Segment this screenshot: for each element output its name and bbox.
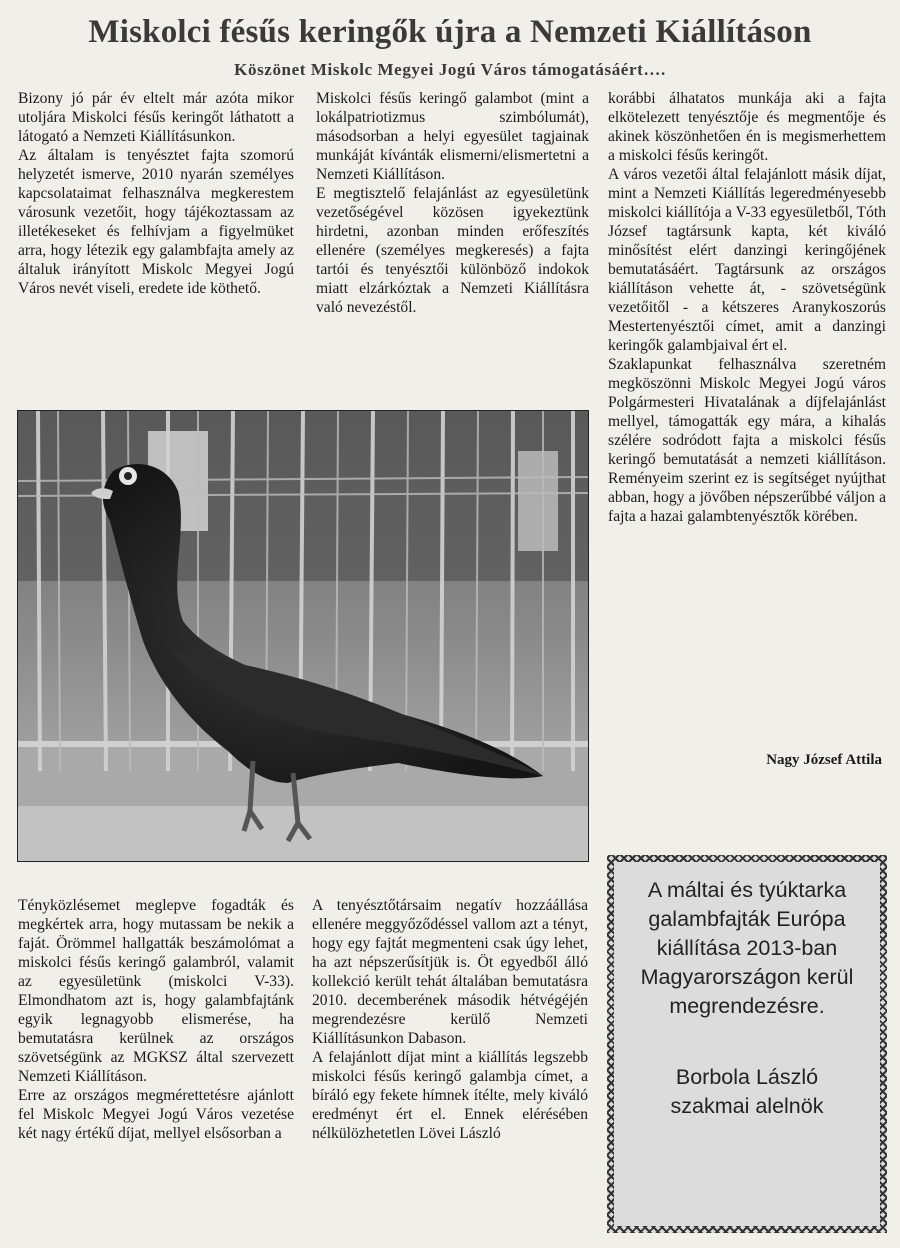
paragraph: korábbi álhatatos munkája aki a fajta elkötelezett tenyésztője és megmentője és akinek köszönhetően én is megismerhettem a miskolci fésűs keringőt.: [608, 90, 886, 164]
notice-box: [607, 855, 887, 1233]
paragraph: A felajánlott díjat mint a kiállítás legszebb miskolci fésűs keringő galambja címet, a bíráló egy fekete hímnek ítélte, mely kiváló eredményt ért el. Ennek elérésében nélkülözhetetlen Lövei László: [312, 1049, 588, 1142]
pigeon-illustration: [18, 411, 588, 861]
column-b: [316, 89, 589, 317]
column-e: [312, 896, 588, 1143]
notice-text: A máltai és tyúktarka galambfajták Európa kiállítása 2013-ban Magyarországon kerül megrendezésre.: [640, 878, 854, 1018]
paragraph: Az általam is tenyésztet fajta szomorú helyzetét ismerve, 2010 nyarán személyes kapcsolataimat felhasználva megkerestem városunk vezetőit, hogy tájékoztassam az illetékeseket és felhívjam a figyelmüket arra, hogy létezik egy galambfajta amely az általuk irányított Miskolc Megyei Jogú Város nevét viseli, eredete ide köthető.: [18, 147, 294, 297]
pigeon-photo: [17, 410, 589, 862]
article-title: Miskolci fésűs keringők újra a Nemzeti Kiállításon: [88, 14, 812, 50]
notice-author-title: szakmai alelnök: [670, 1094, 824, 1118]
notice-author: [614, 1063, 880, 1121]
paragraph: Tényközlésemet meglepve fogadták és megkértek arra, hogy mutassam be nekik a faját. Örömmel hallgatták beszámolómat a miskolci fésűs keringő galambról, valamit az egyesületünk (miskolci V-33). Elmondhatom azt is, hogy galambfajtánk egyik legnagyobb elismerése, ha bemutatásra kerülnek az országos szövetségünk az MGKSZ által szervezett Nemzeti Kiállításon.: [18, 897, 294, 1085]
paragraph: A tenyésztőtársaim negatív hozzáállása ellenére meggyőződéssel vallom azt a tényt, hogy egy fajtát megmenteni csak úgy lehet, ha azt népszerűsítjük is. Öt egyedből álló kollekció került tehát általában bemutatásra 2010. decemberének második hétvégéjén megrendezésre kerülő Nemzeti Kiállításunkon Dabason.: [312, 897, 588, 1047]
paragraph: E megtisztelő felajánlást az egyesületünk vezetőségével közösen igyekeztünk hirdetni, azonban minden erőfeszítés ellenére (személyes megkeresés) a fajta tartói és tenyésztői különböző indokok miatt elzárkóztak a Nemzeti Kiállításra való nevezéstől.: [316, 185, 589, 316]
column-a: [18, 89, 294, 298]
paragraph: Miskolci fésűs keringő galambot (mint a lokálpatriotizmus szimbólumát), másodsorban a helyi egyesület tagjainak munkáját kívánták elismerni/elismertetni a Nemzeti Kiállításon.: [316, 90, 589, 183]
notice-author-name: Borbola László: [675, 1065, 819, 1089]
article-subtitle: Köszönet Miskolc Megyei Jogú Város támogatásáért….: [234, 60, 666, 79]
notice-content: [614, 862, 880, 1226]
paragraph: Szaklapunkat felhasználva szeretném megköszönni Miskolc Megyei Jogú város Polgármesteri Hivatalának a díjfelajánlást mellyel, támogatták egy mára, a kihalás szélére sodródott fajta a miskolci fésűs keringő bemutatását a nemzeti kiállításon. Reményeim szerint ez is segítséget nyújthat abban, hogy a jövőben népszerűbbé váljon a fajta a hazai galambtenyésztők körében.: [608, 356, 886, 525]
column-d: [18, 896, 294, 1143]
paragraph: A város vezetői által felajánlott másik díjat, mint a Nemzeti Kiállítás legeredményesebb miskolci kiállítója a V-33 egyesületből, Tóth József tagtársunk kapta, két kiváló minősítést elért danzingi keringőjének bemutatásáért. Tagtársunk az országos kiállításon vehette át, - szövetségünk vezetőitől - a kétszeres Aranykoszorús Mestertenyésztői címet, amit a danzingi keringők galambjaival ért el.: [608, 166, 886, 354]
column-c: [608, 89, 886, 526]
paragraph: Bizony jó pár év eltelt már azóta mikor utoljára Miskolci fésűs keringőt láthatott a látogató a Nemzeti Kiállításunkon.: [18, 90, 294, 145]
paragraph: Erre az országos megmérettetésre ajánlott fel Miskolc Megyei Jogú Város vezetése két nagy értékű díjat, mellyel elsősorban a: [18, 1087, 294, 1142]
author-signature: Nagy József Attila: [766, 752, 882, 768]
